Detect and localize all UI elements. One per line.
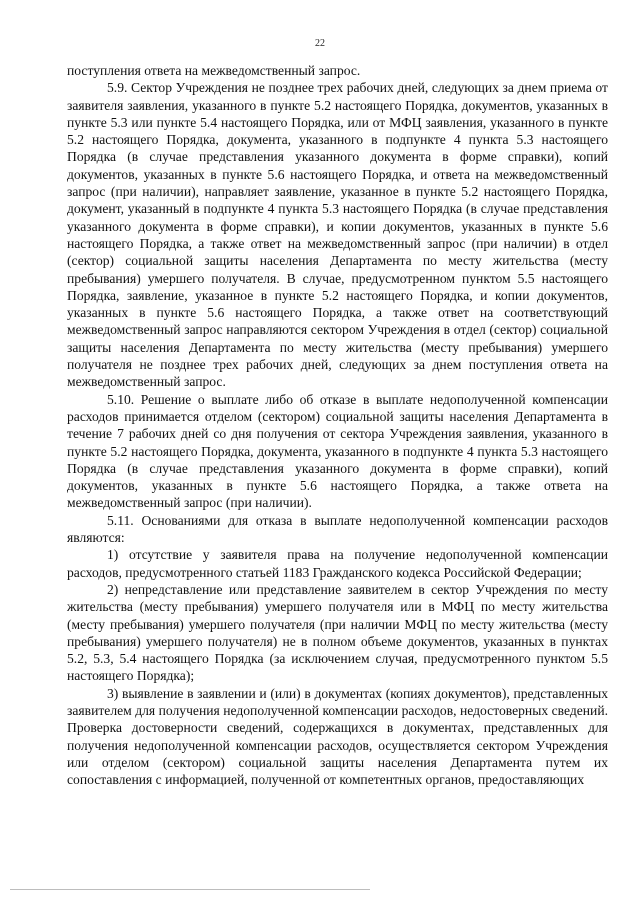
paragraph-5-11: 5.11. Основаниями для отказа в выплате недополученной компенсации расходов являются: xyxy=(67,512,608,546)
paragraph-continuation: поступления ответа на межведомственный запрос. xyxy=(67,63,361,78)
list-item-3: 3) выявление в заявлении и (или) в документах (копиях документов), представленных заявителем для получения недополученной компенсации расходов, недостоверных сведений. Проверка достоверности сведений, содержащихся в документах, представленных для получения недополученной компенсации расходов, осуществляется сектором Учреждения или отделом (сектором) социальной защиты населения Департамента путем их сопоставления с информацией, полученной от компетентных органов, предоставляющих xyxy=(67,685,608,788)
list-item-2: 2) непредставление или представление заявителем в сектор Учреждения по месту жительства (месту пребывания) умершего получателя или в МФЦ по месту жительства (месту пребывания) умершего получателя (при наличии МФЦ по месту жительства (месту пребывания) умершего получателя) не в полном объеме документов, указанных в пунктах 5.2, 5.3, 5.4 настоящего Порядка (за исключением случая, предусмотренного пунктом 5.5 настоящего Порядка); xyxy=(67,581,608,684)
paragraph-5-9: 5.9. Сектор Учреждения не позднее трех рабочих дней, следующих за днем приема от заявителя заявления, указанного в пункте 5.2 настоящего Порядка, документов, указанных в пункте 5.3 или пункте 5.4 настоящего Порядка, или от МФЦ заявления, указанного в пункте 5.2 настоящего Порядка, документа, указанного в подпункте 4 пункта 5.3 настоящего Порядка (в случае представления указанного документа в форме справки), копий документов, указанных в пункте 5.6 настоящего Порядка, и ответа на межведомственный запрос (при наличии), направляет заявление, указанное в пункте 5.2 настоящего Порядка, документ, указанный в подпункте 4 пункта 5.3 настоящего Порядка (в случае представления указанного документа в форме справки), и копии документов, указанных в пункте 5.6 настоящего Порядка, а также ответ на межведомственный запрос (при наличии) в отдел (сектор) социальной защиты населения Департамента по месту жительства (месту пребывания) умершего получателя. В случае, предусмотренном пунктом 5.5 настоящего Порядка, заявление, указанное в пункте 5.2 настоящего Порядка, и копии документов, указанных в пункте 5.6 настоящего Порядка, а также ответ на соответствующий межведомственный запрос направляются сектором Учреждения в отдел (сектор) социальной защиты населения Департамента по месту жительства (месту пребывания) умершего получателя не позднее трех рабочих дней, следующих за днем поступления ответа на межведомственный запрос. xyxy=(67,80,608,390)
footer-divider xyxy=(10,889,370,890)
list-item-1: 1) отсутствие у заявителя права на получение недополученной компенсации расходов, предусмотренного статьей 1183 Гражданского кодекса Российской Федерации; xyxy=(67,547,608,580)
document-body xyxy=(67,62,608,788)
paragraph-5-10: 5.10. Решение о выплате либо об отказе в выплате недополученной компенсации расходов принимается отделом (сектором) социальной защиты населения Департамента в течение 7 рабочих дней со дня получения от сектора Учреждения заявления, указанного в пункте 5.2 настоящего Порядка, документа, указанного в подпункте 4 пункта 5.3 настоящего Порядка (в случае представления указанного документа в форме справки), копий документов, указанных в пункте 5.6 настоящего Порядка, а также ответа на межведомственный запрос (при наличии). xyxy=(67,391,608,511)
page-number: 22 xyxy=(315,38,325,49)
